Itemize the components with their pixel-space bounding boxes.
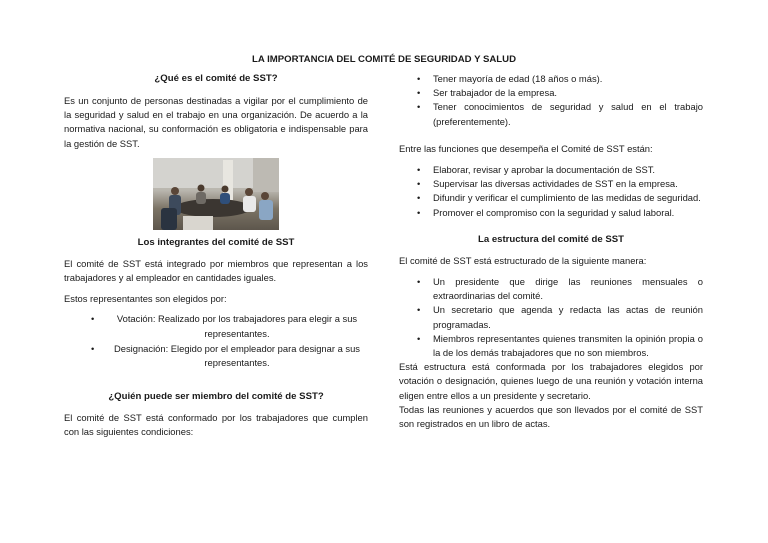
members-paragraph: El comité de SST está integrado por miembros que representan a los trabajadores y al empleador en cantidades iguales.: [64, 257, 368, 284]
list-item-text: Promover el compromiso con la seguridad y salud laboral.: [433, 206, 675, 218]
committee-meeting-photo: [153, 158, 279, 230]
page-title: LA IMPORTANCIA DEL COMITÉ DE SEGURIDAD Y SALUD: [251, 54, 517, 65]
who-can-paragraph: El comité de SST está conformado por los trabajadores que cumplen con las siguientes condiciones:: [64, 412, 368, 438]
left-column: [64, 72, 368, 440]
bullet-icon: •: [417, 332, 421, 344]
conditions-list: [399, 72, 703, 129]
list-item-text: Elaborar, revisar y aprobar la documentación de SST.: [433, 164, 655, 176]
list-item: [399, 163, 703, 177]
bullet-icon: •: [417, 192, 421, 204]
list-item-text: Ser trabajador de la empresa.: [433, 87, 558, 99]
right-column: [399, 72, 703, 431]
section-heading-what-is: ¿Qué es el comité de SST?: [154, 73, 278, 84]
list-item: [399, 177, 703, 191]
bullet-icon: •: [417, 101, 421, 113]
list-item-text: Un presidente que dirige las reuniones mensuales o extraordinarias del comité.: [433, 276, 703, 302]
meeting-photo-illustration: [153, 158, 279, 230]
list-item: [399, 303, 703, 331]
section-heading-structure: La estructura del comité de SST: [477, 233, 625, 245]
list-item: [399, 86, 703, 100]
structure-list: [399, 275, 703, 360]
list-item-text: Miembros representantes quienes transmiten la opinión propia o la de los demás trabajadores que no son miembros.: [433, 332, 703, 359]
list-item: [399, 191, 703, 205]
list-item: [399, 100, 703, 128]
what-is-paragraph: Es un conjunto de personas destinadas a vigilar por el cumplimiento de la seguridad y salud en el trabajo en una organización. De acuerdo a la normativa nacional, su conformación es obligatoria e indispensable para la gestión de SST.: [64, 95, 368, 149]
bullet-icon: •: [417, 73, 421, 84]
bullet-icon: •: [417, 178, 421, 190]
records-paragraph: Todas las reuniones y acuerdos que son llevados por el comité de SST son registrados en un libro de actas.: [399, 403, 703, 430]
functions-list: [399, 163, 703, 220]
structure-intro: El comité de SST está estructurado de la siguiente manera:: [399, 254, 647, 266]
list-item-text: Designación: Elegido por el empleador para designar a sus representantes.: [114, 342, 360, 369]
list-item-text: Tener conocimientos de seguridad y salud en el trabajo (preferentemente).: [433, 101, 703, 127]
list-item: [64, 312, 368, 340]
section-heading-members: Los integrantes del comité de SST: [137, 236, 295, 248]
list-item-text: Supervisar las diversas actividades de SST en la empresa.: [433, 178, 678, 190]
elected-by-paragraph: Estos representantes son elegidos por:: [64, 293, 227, 305]
bullet-icon: •: [91, 313, 95, 325]
list-item-text: Tener mayoría de edad (18 años o más).: [433, 73, 603, 84]
bullet-icon: •: [417, 164, 421, 176]
list-item-text: Un secretario que agenda y redacta las actas de reunión programadas.: [433, 304, 703, 330]
list-item: [399, 332, 703, 360]
bullet-icon: •: [417, 206, 421, 218]
bullet-icon: •: [417, 304, 421, 316]
list-item-text: Difundir y verificar el cumplimiento de las medidas de seguridad.: [433, 192, 701, 204]
structure-closing-paragraph: Está estructura está conformada por los trabajadores elegidos por votación o designación, quienes luego de una reunión y votación interna eligen entre ellos a un presidente y secretario.: [399, 361, 703, 401]
list-item: [399, 72, 703, 86]
election-methods-list: [64, 312, 368, 370]
functions-intro: Entre las funciones que desempeña el Comité de SST están:: [399, 142, 653, 154]
list-item: [64, 342, 368, 370]
bullet-icon: •: [417, 87, 421, 99]
list-item: [399, 206, 703, 220]
section-heading-who-can: ¿Quién puede ser miembro del comité de SST?: [108, 391, 324, 403]
list-item-text: Votación: Realizado por los trabajadores para elegir a sus representantes.: [116, 313, 358, 339]
list-item: [399, 275, 703, 303]
bullet-icon: •: [417, 276, 421, 288]
bullet-icon: •: [91, 342, 95, 354]
